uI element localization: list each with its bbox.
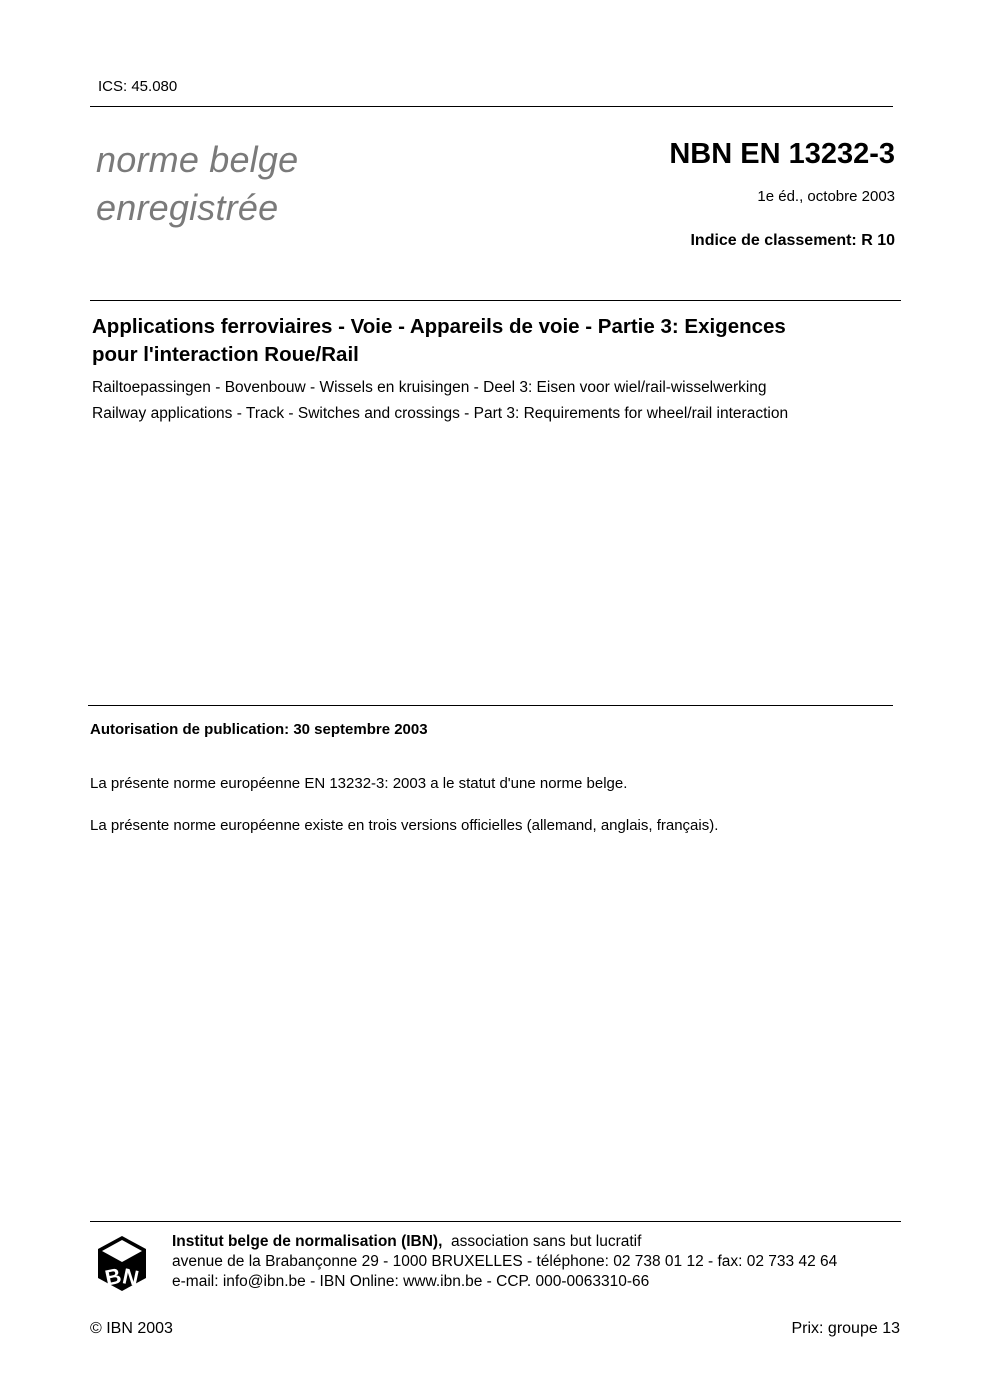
title-french-line-2: pour l'interaction Roue/Rail bbox=[92, 343, 359, 366]
brand-line-2: enregistrée bbox=[96, 187, 279, 228]
price-group: Prix: groupe 13 bbox=[791, 1320, 900, 1337]
brand-label bbox=[96, 136, 298, 232]
top-rule bbox=[90, 106, 893, 107]
svg-text:N: N bbox=[120, 1263, 142, 1292]
title-rule bbox=[90, 300, 901, 301]
footer-rule bbox=[90, 1221, 901, 1222]
classification-index: Indice de classement: R 10 bbox=[690, 232, 895, 249]
institute-block bbox=[172, 1232, 837, 1292]
svg-text:B: B bbox=[102, 1262, 124, 1291]
edition-date: 1e éd., octobre 2003 bbox=[757, 188, 895, 205]
institute-contact: e-mail: info@ibn.be - IBN Online: www.ibn.be - CCP. 000-0063310-66 bbox=[172, 1273, 650, 1290]
body-rule bbox=[88, 705, 893, 706]
versions-paragraph: La présente norme européenne existe en trois versions officielles (allemand, anglais, français). bbox=[90, 817, 719, 834]
publication-authorisation: Autorisation de publication: 30 septembre 2003 bbox=[90, 721, 428, 738]
title-english: Railway applications - Track - Switches and crossings - Part 3: Requirements for wheel/rail interaction bbox=[92, 405, 789, 422]
ics-code: ICS: 45.080 bbox=[98, 78, 178, 95]
brand-line-1: norme belge bbox=[96, 139, 299, 180]
document-number: NBN EN 13232-3 bbox=[669, 138, 895, 170]
ibn-logo-icon bbox=[96, 1234, 148, 1292]
status-paragraph: La présente norme européenne EN 13232-3: 2003 a le statut d'une norme belge. bbox=[90, 775, 628, 792]
institute-name: Institut belge de normalisation (IBN), bbox=[172, 1233, 443, 1250]
title-french-line-1: Applications ferroviaires - Voie - Appareils de voie - Partie 3: Exigences bbox=[92, 315, 786, 338]
institute-address: avenue de la Brabançonne 29 - 1000 BRUXELLES - téléphone: 02 738 01 12 - fax: 02 733 42 64 bbox=[172, 1253, 838, 1270]
institute-name-line bbox=[172, 1232, 837, 1252]
copyright: © IBN 2003 bbox=[90, 1320, 173, 1337]
institute-type: association sans but lucratif bbox=[451, 1233, 642, 1250]
title-dutch: Railtoepassingen - Bovenbouw - Wissels en kruisingen - Deel 3: Eisen voor wiel/rail-wisselwerking bbox=[92, 379, 767, 396]
ibn-logo-graphic bbox=[96, 1234, 148, 1292]
title-french bbox=[92, 313, 902, 369]
